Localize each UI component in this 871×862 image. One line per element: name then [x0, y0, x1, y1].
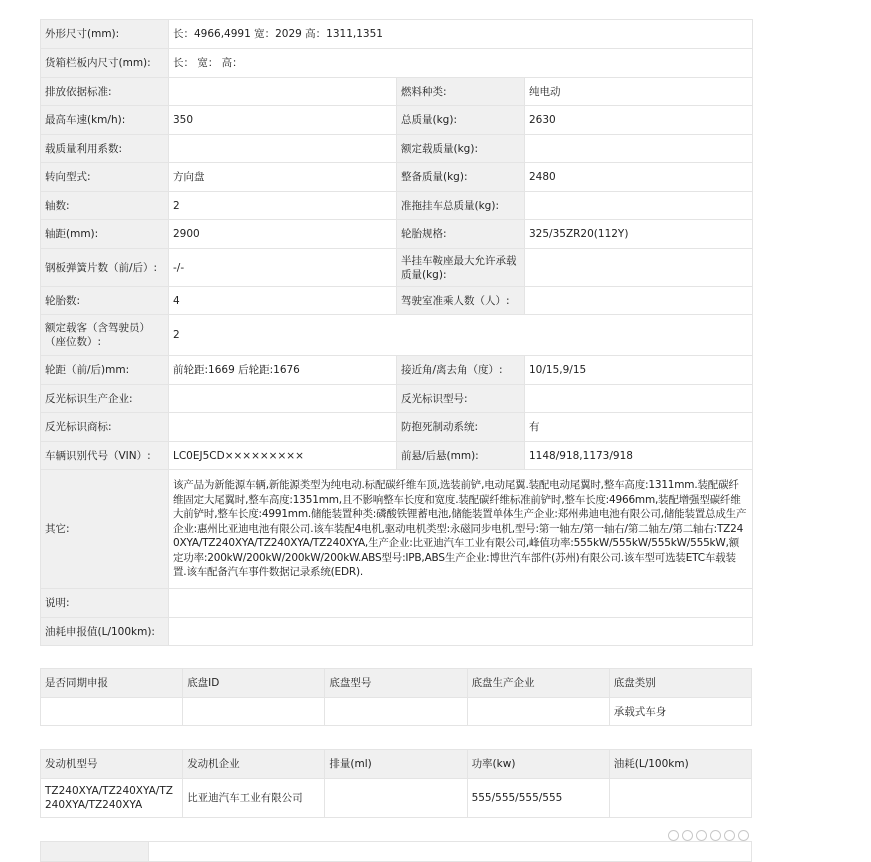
spec-row	[41, 470, 753, 589]
chassis-header-cell: 底盘类别	[609, 669, 751, 698]
engine-cell: 比亚迪汽车工业有限公司	[183, 779, 325, 818]
other-value: 该产品为新能源车辆,新能源类型为纯电动.标配碳纤维车顶,选装前铲,电动尾翼.装配电动尾翼时,整车高度:1311mm.装配碳纤维固定大尾翼时,整车高度:1351mm,且不影响整车长度和宽度.装配碳纤维标准前铲时,整车长度:4966mm,装配增强型碳纤维大前铲时,整车长度:4991mm.储能装置种类:磷酸铁锂蓄电池,储能装置单体生产企业:郑州弗迪电池有限公司,储能装置总成生产企业:惠州比亚迪电池有限公司.该车装配4电机,驱动电机类型:永磁同步电机,型号:第一轴左/第一轴右/第二轴左/第二轴右:TZ240XYA/TZ240XYA/TZ240XYA/TZ240XYA,生产企业:比亚迪汽车工业有限公司,峰值功率:555kW/555kW/555kW/555kW,额定功率:200kW/200kW/200kW/200kW.ABS型号:IPB,ABS生产企业:博世汽车部件(苏州)有限公司.该车型可选装ETC车载装置.该车配备汽车事件数据记录系统(EDR).	[169, 470, 753, 589]
vin-label: 车辆识别代号（VIN）:	[41, 442, 169, 470]
fuel-value: 纯电动	[525, 78, 753, 106]
cargo-label: 货箱栏板内尺寸(mm):	[41, 49, 169, 78]
spec-row	[41, 356, 753, 385]
abs-label: 防抱死制动系统:	[397, 413, 525, 442]
steering-label: 转向型式:	[41, 163, 169, 192]
reflect-model-label: 反光标识型号:	[397, 385, 525, 413]
chassis-table	[40, 668, 752, 726]
spec-table	[40, 19, 753, 646]
spec-row	[41, 220, 753, 249]
wheelbase-label: 轴距(mm):	[41, 220, 169, 249]
spec-row	[41, 442, 753, 470]
chassis-cell	[325, 698, 467, 726]
total-mass-value: 2630	[525, 106, 753, 135]
chassis-header-cell: 底盘型号	[325, 669, 467, 698]
reflect-maker-label: 反光标识生产企业:	[41, 385, 169, 413]
seats-value: 2	[169, 315, 753, 356]
consumption-value	[169, 618, 753, 646]
trailer-mass-value	[525, 192, 753, 220]
angle-label: 接近角/离去角（度）:	[397, 356, 525, 385]
emission-label: 排放依据标准:	[41, 78, 169, 106]
spec-row	[41, 287, 753, 315]
note-value	[169, 589, 753, 618]
engine-header-cell: 发动机企业	[183, 750, 325, 779]
engine-cell: TZ240XYA/TZ240XYA/TZ240XYA/TZ240XYA	[41, 779, 183, 818]
spec-row	[41, 589, 753, 618]
engine-header-cell: 油耗(L/100km)	[609, 750, 751, 779]
chassis-cell	[41, 698, 183, 726]
cab-seats-value	[525, 287, 753, 315]
rated-load-value	[525, 135, 753, 163]
spec-row	[41, 192, 753, 220]
watermark-dot-icon	[682, 830, 693, 841]
engine-cell	[609, 779, 751, 818]
spec-row	[41, 78, 753, 106]
tires-label: 轮胎数:	[41, 287, 169, 315]
abs-value: 有	[525, 413, 753, 442]
reflect-maker-value	[169, 385, 397, 413]
dims-label: 外形尺寸(mm):	[41, 20, 169, 49]
spec-row	[41, 135, 753, 163]
watermark-dot-icon	[710, 830, 721, 841]
table-header-row	[41, 669, 752, 698]
table-row	[41, 842, 752, 862]
spring-value: -/-	[169, 249, 397, 287]
angle-value: 10/15,9/15	[525, 356, 753, 385]
reflect-brand-value	[169, 413, 397, 442]
watermark-dot-icon	[724, 830, 735, 841]
next-table-partial	[40, 841, 752, 862]
engine-cell	[325, 779, 467, 818]
spec-row	[41, 385, 753, 413]
consumption-label: 油耗申报值(L/100km):	[41, 618, 169, 646]
engine-table	[40, 749, 752, 818]
spec-row	[41, 163, 753, 192]
watermark	[668, 828, 758, 842]
engine-header-cell: 发动机型号	[41, 750, 183, 779]
axles-label: 轴数:	[41, 192, 169, 220]
saddle-value	[525, 249, 753, 287]
overhang-label: 前悬/后悬(mm):	[397, 442, 525, 470]
partial-cell	[149, 842, 752, 862]
curb-mass-value: 2480	[525, 163, 753, 192]
reflect-brand-label: 反光标识商标:	[41, 413, 169, 442]
engine-header-cell: 功率(kw)	[467, 750, 609, 779]
watermark-dot-icon	[738, 830, 749, 841]
load-util-value	[169, 135, 397, 163]
wheelbase-value: 2900	[169, 220, 397, 249]
fuel-label: 燃料种类:	[397, 78, 525, 106]
cab-seats-label: 驾驶室准乘人数（人）:	[397, 287, 525, 315]
table-row	[41, 779, 752, 818]
spec-row	[41, 315, 753, 356]
trailer-mass-label: 准拖挂车总质量(kg):	[397, 192, 525, 220]
spring-label: 钢板弹簧片数（前/后）:	[41, 249, 169, 287]
chassis-header-cell: 底盘生产企业	[467, 669, 609, 698]
chassis-cell: 承载式车身	[609, 698, 751, 726]
dims-value: 长：4966,4991 宽：2029 高：1311,1351	[169, 20, 753, 49]
chassis-cell	[467, 698, 609, 726]
watermark-dot-icon	[696, 830, 707, 841]
table-row	[41, 698, 752, 726]
spec-row	[41, 413, 753, 442]
emission-value	[169, 78, 397, 106]
spec-row	[41, 20, 753, 49]
watermark-dot-icon	[668, 830, 679, 841]
track-value: 前轮距:1669 后轮距:1676	[169, 356, 397, 385]
spec-row	[41, 618, 753, 646]
spec-row	[41, 49, 753, 78]
load-util-label: 载质量利用系数:	[41, 135, 169, 163]
engine-cell: 555/555/555/555	[467, 779, 609, 818]
saddle-label: 半挂车鞍座最大允许承载质量(kg):	[397, 249, 525, 287]
table-header-row	[41, 750, 752, 779]
partial-cell	[41, 842, 149, 862]
axles-value: 2	[169, 192, 397, 220]
tire-spec-label: 轮胎规格:	[397, 220, 525, 249]
cargo-value: 长： 宽： 高：	[169, 49, 753, 78]
curb-mass-label: 整备质量(kg):	[397, 163, 525, 192]
speed-label: 最高车速(km/h):	[41, 106, 169, 135]
engine-header-cell: 排量(ml)	[325, 750, 467, 779]
chassis-cell	[183, 698, 325, 726]
chassis-header-cell: 是否同期申报	[41, 669, 183, 698]
rated-load-label: 额定载质量(kg):	[397, 135, 525, 163]
steering-value: 方向盘	[169, 163, 397, 192]
spec-row	[41, 249, 753, 287]
spec-row	[41, 106, 753, 135]
speed-value: 350	[169, 106, 397, 135]
track-label: 轮距（前/后)mm:	[41, 356, 169, 385]
overhang-value: 1148/918,1173/918	[525, 442, 753, 470]
seats-label: 额定载客（含驾驶员）（座位数）:	[41, 315, 169, 356]
note-label: 说明:	[41, 589, 169, 618]
vin-value: LC0EJ5CD×××××××××	[169, 442, 397, 470]
reflect-model-value	[525, 385, 753, 413]
chassis-header-cell: 底盘ID	[183, 669, 325, 698]
tire-spec-value: 325/35ZR20(112Y)	[525, 220, 753, 249]
other-label: 其它:	[41, 470, 169, 589]
total-mass-label: 总质量(kg):	[397, 106, 525, 135]
tires-value: 4	[169, 287, 397, 315]
